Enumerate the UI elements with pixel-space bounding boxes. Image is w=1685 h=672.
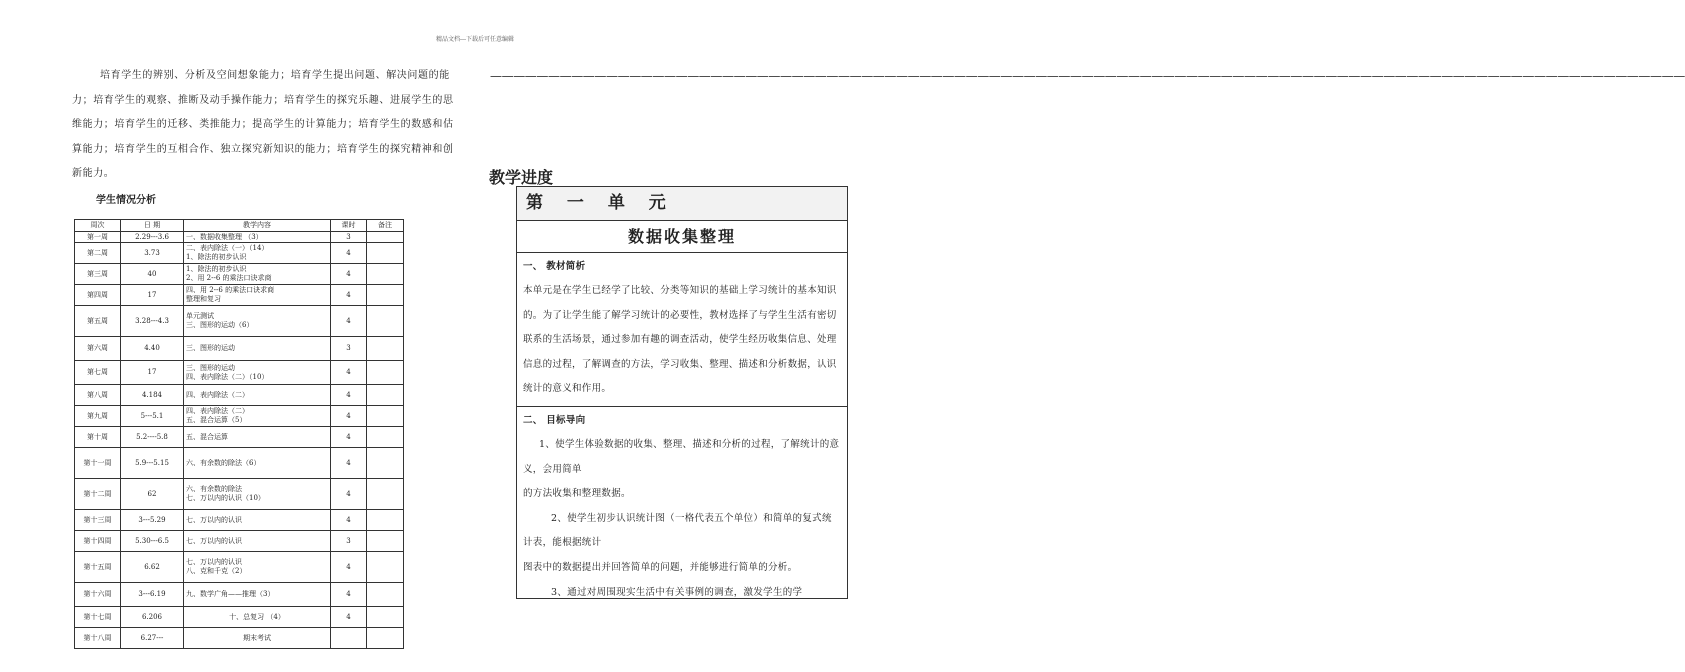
hours-cell: 4 (331, 406, 367, 427)
content-cell: 1、除法的初步认识 2、用 2--6 的乘法口诀求商 (184, 264, 331, 285)
date-cell: 6.206 (121, 607, 184, 628)
date-cell: 4.40 (121, 337, 184, 361)
week-cell: 第十五周 (75, 552, 121, 583)
week-cell: 第十四周 (75, 531, 121, 552)
week-cell: 第十八周 (75, 628, 121, 649)
table-row (75, 583, 404, 607)
unit-header: 第 一 单 元 (517, 187, 847, 221)
date-cell: 5---5.1 (121, 406, 184, 427)
watermark: 精品文档---下载后可任意编辑 (435, 36, 515, 43)
hours-cell: 4 (331, 448, 367, 479)
date-cell: 4.184 (121, 385, 184, 406)
hours-cell: 4 (331, 243, 367, 264)
goal1-line2: 的方法收集和整理数据。 (523, 488, 631, 500)
hours-cell: 4 (331, 479, 367, 510)
content-cell: 十、总复习 （4） (184, 607, 331, 628)
date-cell: 3---6.19 (121, 583, 184, 607)
note-cell (367, 448, 404, 479)
table-row (75, 479, 404, 510)
date-cell: 3.73 (121, 243, 184, 264)
note-cell (367, 479, 404, 510)
week-cell: 第九周 (75, 406, 121, 427)
dash-line-separator: ——————————————————————————————————————————————————————————————————————————————————————————————————————— (490, 69, 1685, 83)
content-cell: 四、表内除法（二） (184, 385, 331, 406)
table-row (75, 406, 404, 427)
section1-heading: 一、 教材简析 (523, 261, 586, 272)
table-row (75, 510, 404, 531)
note-cell (367, 628, 404, 649)
table-row (75, 232, 404, 243)
content-cell: 一、数据收集整理 （3） (184, 232, 331, 243)
content-cell: 七、万以内的认识 八、克和千克（2） (184, 552, 331, 583)
week-cell: 第十周 (75, 427, 121, 448)
week-cell: 第十三周 (75, 510, 121, 531)
student-analysis-heading: 学生情况分析 (96, 195, 156, 206)
hours-cell: 4 (331, 361, 367, 385)
content-cell: 七、万以内的认识 (184, 531, 331, 552)
section-divider (517, 406, 847, 407)
table-row (75, 552, 404, 583)
content-cell: 三、图形的运动 (184, 337, 331, 361)
week-cell: 第四周 (75, 285, 121, 306)
hours-cell: 4 (331, 427, 367, 448)
week-cell: 第十六周 (75, 583, 121, 607)
unit-body (517, 255, 847, 605)
hours-cell (331, 628, 367, 649)
header-date: 日 期 (121, 220, 184, 232)
schedule-table (74, 219, 404, 649)
note-cell (367, 337, 404, 361)
goal1-line1: 1、使学生体验数据的收集、整理、描述和分析的过程，了解统计的意义，会用简单 (523, 438, 840, 475)
table-row (75, 628, 404, 649)
hours-cell: 4 (331, 306, 367, 337)
week-cell: 第十一周 (75, 448, 121, 479)
date-cell: 17 (121, 361, 184, 385)
header-week: 周次 (75, 220, 121, 232)
table-row (75, 448, 404, 479)
hours-cell: 4 (331, 285, 367, 306)
note-cell (367, 427, 404, 448)
hours-cell: 4 (331, 607, 367, 628)
schedule-header-row (75, 220, 404, 232)
section2-heading: 二、 目标导向 (523, 414, 586, 426)
date-cell: 5.9---5.15 (121, 448, 184, 479)
hours-cell: 4 (331, 552, 367, 583)
week-cell: 第十二周 (75, 479, 121, 510)
note-cell (367, 583, 404, 607)
note-cell (367, 243, 404, 264)
schedule-body (75, 232, 404, 649)
week-cell: 第七周 (75, 361, 121, 385)
content-cell: 四、用 2--6 的乘法口诀求商 整理和复习 (184, 285, 331, 306)
hours-cell: 4 (331, 385, 367, 406)
note-cell (367, 510, 404, 531)
content-cell: 六、有余数的除法 七、万以内的认识（10） (184, 479, 331, 510)
note-cell (367, 232, 404, 243)
date-cell: 3.28---4.3 (121, 306, 184, 337)
goal3-line1: 3、通过对周围现实生活中有关事例的调查，激发学生的学 (551, 586, 803, 598)
date-cell: 6.62 (121, 552, 184, 583)
week-cell: 第三周 (75, 264, 121, 285)
week-cell: 第八周 (75, 385, 121, 406)
unit-box (516, 186, 848, 599)
header-content: 教学内容 (184, 220, 331, 232)
week-cell: 第六周 (75, 337, 121, 361)
header-hours: 课时 (331, 220, 367, 232)
week-cell: 第二周 (75, 243, 121, 264)
table-row (75, 285, 404, 306)
hours-cell: 3 (331, 337, 367, 361)
intro-text: 培育学生的辨别、分析及空间想象能力；培育学生提出问题、解决问题的能力；培育学生的观察、推断及动手操作能力；培育学生的探究乐趣、进展学生的思维能力；培育学生的迁移、类推能力；提高学生的计算能力；培育学生的数感和估算能力；培育学生的互相合作、独立探究新知识的能力；培育学生的探究精神和创新能力。 (72, 70, 454, 179)
unit-title: 数据收集整理 (517, 221, 847, 253)
table-row (75, 385, 404, 406)
table-row (75, 427, 404, 448)
date-cell: 2.29---3.6 (121, 232, 184, 243)
note-cell (367, 285, 404, 306)
goal2-line2: 图表中的数据提出并回答简单的问题，并能够进行简单的分析。 (523, 561, 798, 573)
table-row (75, 531, 404, 552)
table-row (75, 337, 404, 361)
content-cell: 四、表内除法（二） 五、混合运算（5） (184, 406, 331, 427)
note-cell (367, 385, 404, 406)
date-cell: 5.2----5.8 (121, 427, 184, 448)
content-cell: 五、混合运算 (184, 427, 331, 448)
week-cell: 第十七周 (75, 607, 121, 628)
hours-cell: 4 (331, 510, 367, 531)
date-cell: 6.27--- (121, 628, 184, 649)
hours-cell: 4 (331, 264, 367, 285)
note-cell (367, 607, 404, 628)
note-cell (367, 531, 404, 552)
note-cell (367, 406, 404, 427)
hours-cell: 3 (331, 531, 367, 552)
note-cell (367, 306, 404, 337)
hours-cell: 4 (331, 583, 367, 607)
content-cell: 七、万以内的认识 (184, 510, 331, 531)
note-cell (367, 361, 404, 385)
hours-cell: 3 (331, 232, 367, 243)
intro-paragraph (72, 64, 464, 187)
date-cell: 62 (121, 479, 184, 510)
goal2-line1: 2、使学生初步认识统计图（一格代表五个单位）和简单的复式统计表，能根据统计 (523, 512, 832, 549)
table-row (75, 264, 404, 285)
content-cell: 二、表内除法（一）（14） 1、除法的初步认识 (184, 243, 331, 264)
progress-title: 教学进度 (489, 168, 554, 187)
content-cell: 期末考试 (184, 628, 331, 649)
content-cell: 单元测试 三、图形的运动（6） (184, 306, 331, 337)
date-cell: 3---5.29 (121, 510, 184, 531)
header-note: 备注 (367, 220, 404, 232)
content-cell: 六、有余数的除法（6） (184, 448, 331, 479)
table-row (75, 306, 404, 337)
table-row (75, 607, 404, 628)
date-cell: 17 (121, 285, 184, 306)
date-cell: 40 (121, 264, 184, 285)
week-cell: 第五周 (75, 306, 121, 337)
week-cell: 第一周 (75, 232, 121, 243)
date-cell: 5.30---6.5 (121, 531, 184, 552)
note-cell (367, 552, 404, 583)
content-cell: 三、图形的运动 四、表内除法（二）（10） (184, 361, 331, 385)
content-cell: 九、数学广角——推理（3） (184, 583, 331, 607)
section1-text: 本单元是在学生已经学了比较、分类等知识的基础上学习统计的基本知识的。为了让学生能了解学习统计的必要性，教材选择了与学生生活有密切联系的生活场景，通过参加有趣的调查活动，使学生经历收集信息、处理信息的过程，了解调查的方法，学习收集、整理、描述和分析数据，认识统计的意义和作用。 (523, 285, 837, 395)
note-cell (367, 264, 404, 285)
table-row (75, 243, 404, 264)
table-row (75, 361, 404, 385)
